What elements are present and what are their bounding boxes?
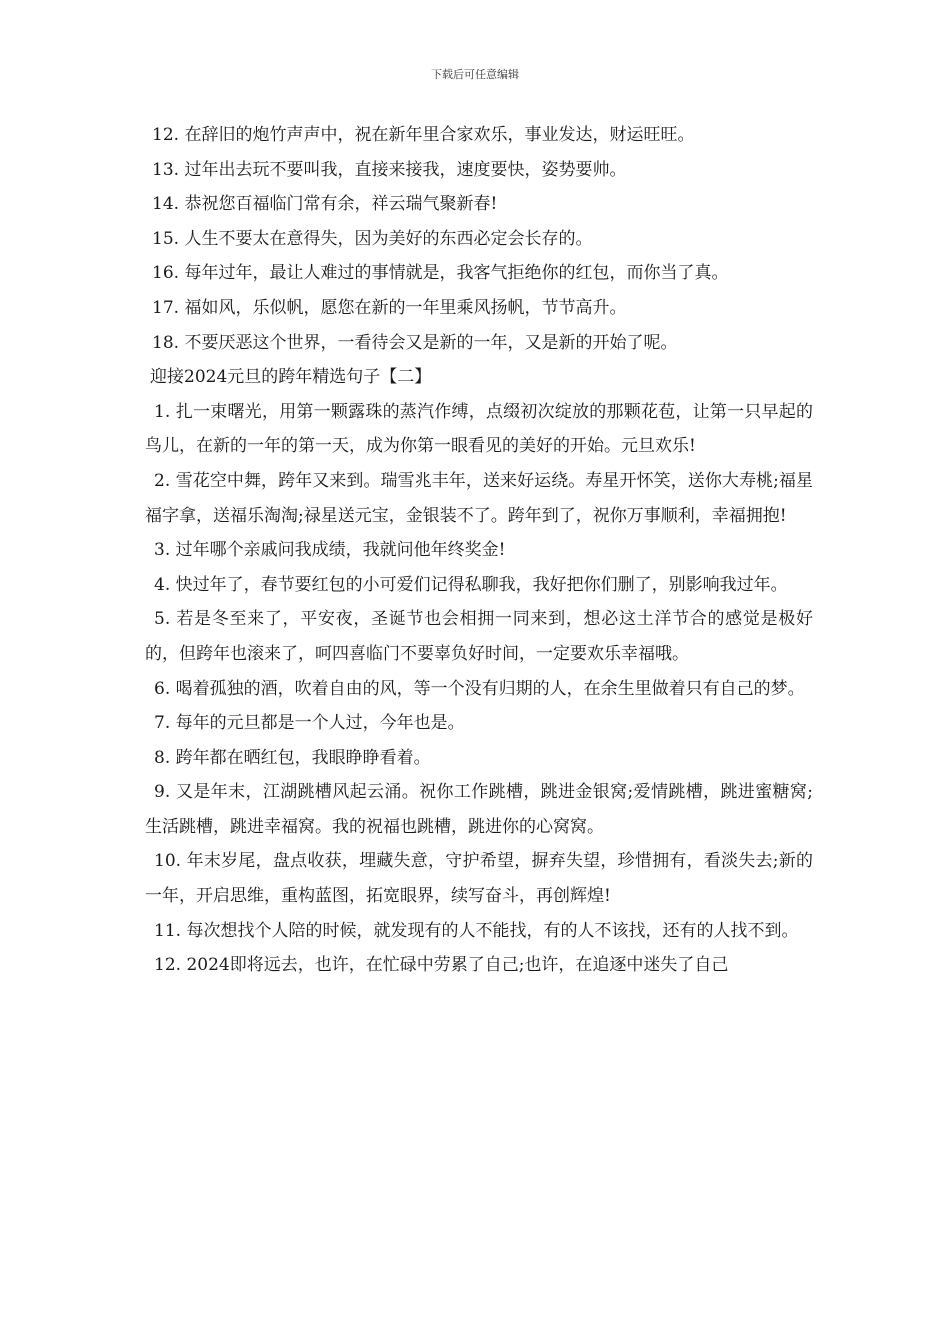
list-item: 9. 又是年末，江湖跳槽风起云涌。祝你工作跳槽，跳进金银窝;爱情跳槽，跳进蜜糖窝;生活跳槽，跳进幸福窝。我的祝福也跳槽，跳进你的心窝窝。: [145, 782, 813, 837]
list-item: 16. 每年过年，最让人难过的事情就是，我客气拒绝你的红包，而你当了真。: [152, 263, 729, 284]
list-item: 1. 扎一束曙光，用第一颗露珠的蒸汽作缚，点缀初次绽放的那颗花苞，让第一只早起的鸟儿，在新的一年的第一天，成为你第一眼看见的美好的开始。元旦欢乐!: [145, 401, 813, 457]
list-item: 7. 每年的元旦都是一个人过，今年也是。: [154, 713, 465, 734]
list-item: 2. 雪花空中舞，跨年又来到。瑞雪兆丰年，送来好运绕。寿星开怀笑，送你大寿桃;福星福字拿，送福乐淘淘;禄星送元宝，金银装不了。跨年到了，祝你万事顺利，幸福拥抱!: [145, 470, 813, 526]
list-b: [145, 395, 813, 983]
list-item: 12. 2024即将远去，也许，在忙碌中劳累了自己;也许，在追逐中迷失了自己: [154, 955, 729, 976]
list-item: 5. 若是冬至来了，平安夜，圣诞节也会相拥一同来到，想必这土洋节合的感觉是极好的，但跨年也滚来了，呵四喜临门不要辜负好时间，一定要欢乐幸福哦。: [145, 609, 813, 664]
list-item: 15. 人生不要太在意得失，因为美好的东西必定会长存的。: [152, 228, 593, 249]
list-item: 13. 过年出去玩不要叫我，直接来接我，速度要快，姿势要帅。: [152, 159, 627, 180]
list-item: 8. 跨年都在晒红包，我眼睁睁看着。: [154, 747, 431, 768]
list-item: 17. 福如风，乐似帆，愿您在新的一年里乘风扬帆，节节高升。: [152, 297, 627, 318]
page-header: 下载后可任意编辑: [431, 68, 519, 81]
section-heading: 迎接2024元旦的跨年精选句子【二】: [150, 367, 432, 388]
document-body: [145, 118, 813, 983]
list-item: 18. 不要厌恶这个世界，一看待会又是新的一年，又是新的开始了呢。: [152, 332, 678, 353]
list-item: 12. 在辞旧的炮竹声声中，祝在新年里合家欢乐，事业发达，财运旺旺。: [152, 125, 695, 145]
list-item: 10. 年末岁尾，盘点收获，埋藏失意，守护希望，摒弃失望，珍惜拥有，看淡失去;新的一年，开启思维，重构蓝图，拓宽眼界，续写奋斗，再创辉煌!: [145, 851, 813, 907]
list-a: [145, 118, 813, 360]
list-item: 6. 喝着孤独的酒，吹着自由的风，等一个没有归期的人，在余生里做着只有自己的梦。: [154, 678, 805, 699]
list-item: 11. 每次想找个人陪的时候，就发现有的人不能找，有的人不该找，还有的人找不到。: [154, 920, 799, 941]
list-item: 3. 过年哪个亲戚问我成绩，我就问他年终奖金!: [154, 540, 506, 561]
list-item: 14. 恭祝您百福临门常有余，祥云瑞气聚新春!: [152, 194, 498, 215]
list-item: 4. 快过年了，春节要红包的小可爱们记得私聊我，我好把你们删了，别影响我过年。: [154, 574, 788, 595]
